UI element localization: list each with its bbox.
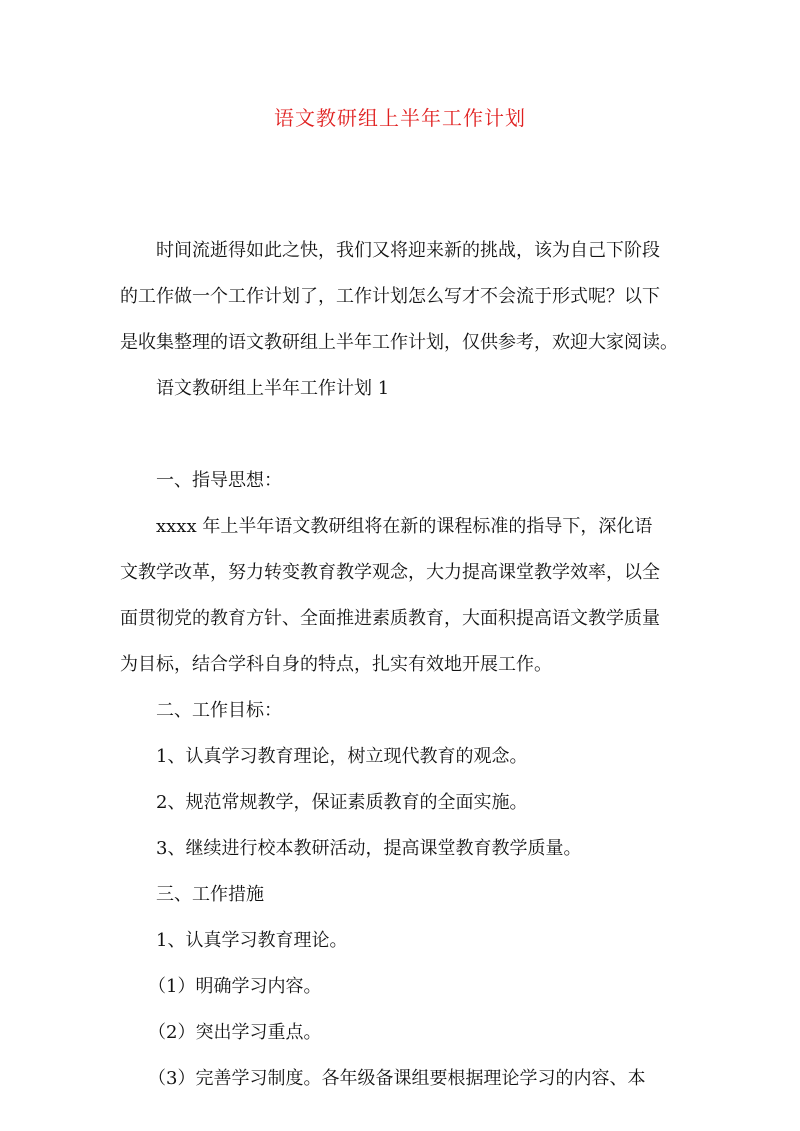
intro-paragraph xyxy=(120,228,680,366)
guiding-paragraph xyxy=(120,504,680,688)
guiding-line: 为目标，结合学科自身的特点，扎实有效地开展工作。 xyxy=(120,654,552,675)
heading-work-measures: 三、工作措施 xyxy=(156,884,264,905)
sub-item: （1）明确学习内容。 xyxy=(148,976,322,997)
guiding-line: xxxx 年上半年语文教研组将在新的课程标准的指导下，深化语 xyxy=(156,516,653,537)
sub-item: （2）突出学习重点。 xyxy=(148,1022,322,1043)
sub-item: （3）完善学习制度。各年级备课组要根据理论学习的内容、本 xyxy=(148,1068,646,1089)
section-title: 语文教研组上半年工作计划 1 xyxy=(156,378,390,399)
goal-item: 3、继续进行校本教研活动，提高课堂教育教学质量。 xyxy=(156,838,582,859)
measure-item: 1、认真学习教育理论。 xyxy=(156,930,348,951)
document-body xyxy=(120,228,680,1102)
heading-guiding-thought: 一、指导思想： xyxy=(156,470,282,491)
document-title: 语文教研组上半年工作计划 xyxy=(274,106,526,130)
goal-item: 2、规范常规教学，保证素质教育的全面实施。 xyxy=(156,792,528,813)
goal-item: 1、认真学习教育理论，树立现代教育的观念。 xyxy=(156,746,528,767)
guiding-line: 面贯彻党的教育方针、全面推进素质教育，大面积提高语文教学质量 xyxy=(120,608,660,629)
intro-line: 的工作做一个工作计划了，工作计划怎么写才不会流于形式呢？以下 xyxy=(120,286,660,307)
intro-line: 是收集整理的语文教研组上半年工作计划，仅供参考，欢迎大家阅读。 xyxy=(120,332,678,353)
intro-line: 时间流逝得如此之快，我们又将迎来新的挑战，该为自己下阶段 xyxy=(156,240,660,261)
heading-work-goals: 二、工作目标： xyxy=(156,700,282,721)
blank-line xyxy=(120,412,680,458)
guiding-line: 文教学改革，努力转变教育教学观念，大力提高课堂教学效率，以全 xyxy=(120,562,660,583)
